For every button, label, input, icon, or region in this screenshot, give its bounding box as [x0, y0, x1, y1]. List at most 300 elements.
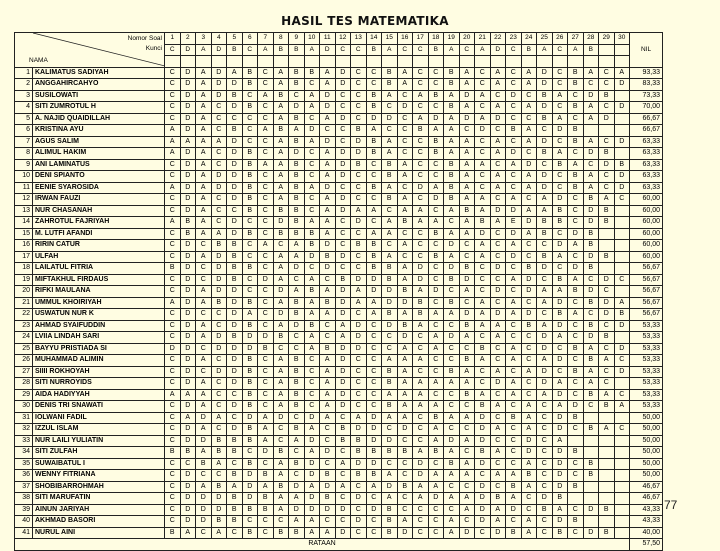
- blank-cell: [382, 56, 398, 68]
- answer-cell: C: [366, 320, 382, 332]
- answer-cell: C: [258, 309, 274, 321]
- student-score: 53,33: [630, 366, 663, 378]
- answer-cell: A: [521, 481, 537, 493]
- answer-cell: C: [459, 343, 475, 355]
- answer-cell: B: [227, 240, 243, 252]
- answer-cell: A: [273, 378, 289, 390]
- blank-cell: [366, 56, 382, 68]
- answer-cell: D: [583, 148, 599, 160]
- answer-cell: A: [444, 493, 460, 505]
- answer-cell: C: [196, 366, 212, 378]
- answer-cell: A: [273, 136, 289, 148]
- answer-cell: C: [320, 435, 336, 447]
- answer-cell: A: [211, 527, 227, 539]
- answer-cell: C: [444, 504, 460, 516]
- answer-cell: C: [428, 171, 444, 183]
- answer-cell: D: [304, 435, 320, 447]
- answer-cell: C: [428, 297, 444, 309]
- answer-cell: A: [506, 378, 522, 390]
- answer-cell: A: [335, 481, 351, 493]
- answer-cell: B: [521, 320, 537, 332]
- answer-cell: A: [568, 159, 584, 171]
- answer-cell: B: [413, 297, 429, 309]
- answer-cell: D: [351, 332, 367, 344]
- answer-cell: C: [165, 378, 181, 390]
- student-row: [15, 343, 663, 355]
- answer-cell: C: [273, 424, 289, 436]
- answer-cell: C: [568, 424, 584, 436]
- answer-cell: C: [351, 527, 367, 539]
- answer-cell: A: [490, 320, 506, 332]
- answer-cell: C: [614, 389, 630, 401]
- answer-cell: C: [475, 263, 491, 275]
- answer-cell: C: [242, 136, 258, 148]
- answer-cell: A: [459, 366, 475, 378]
- answer-cell: A: [273, 389, 289, 401]
- answer-cell: B: [428, 148, 444, 160]
- answer-cell: C: [428, 320, 444, 332]
- answer-cell: C: [227, 458, 243, 470]
- answer-cell: D: [583, 527, 599, 539]
- row-number: 13: [15, 205, 33, 217]
- answer-cell: A: [196, 251, 212, 263]
- answer-cell: D: [475, 228, 491, 240]
- row-number: 6: [15, 125, 33, 137]
- answer-cell: C: [366, 378, 382, 390]
- answer-cell: B: [599, 217, 615, 229]
- answer-cell: B: [428, 412, 444, 424]
- answer-cell: B: [242, 182, 258, 194]
- answer-cell: C: [304, 389, 320, 401]
- student-score: 53,33: [630, 332, 663, 344]
- answer-cell: [583, 435, 599, 447]
- answer-cell: B: [242, 504, 258, 516]
- blank-cell: [351, 56, 367, 68]
- answer-cell: C: [521, 90, 537, 102]
- answer-cell: D: [242, 343, 258, 355]
- blank-cell: [475, 56, 491, 68]
- answer-cell: D: [351, 493, 367, 505]
- answer-cell: D: [211, 171, 227, 183]
- answer-cell: B: [444, 366, 460, 378]
- answer-cell: B: [552, 217, 568, 229]
- answer-cell: A: [304, 527, 320, 539]
- answer-cell: B: [273, 125, 289, 137]
- student-name: NUR LAILI YULIATIN: [33, 435, 165, 447]
- answer-cell: B: [413, 309, 429, 321]
- answer-cell: A: [196, 79, 212, 91]
- student-score: 60,00: [630, 228, 663, 240]
- answer-cell: B: [490, 493, 506, 505]
- answer-cell: C: [397, 458, 413, 470]
- question-number: 6: [242, 33, 258, 45]
- answer-cell: A: [413, 355, 429, 367]
- answer-cell: A: [583, 171, 599, 183]
- answer-cell: B: [242, 366, 258, 378]
- student-row: [15, 217, 663, 229]
- student-score: 50,00: [630, 447, 663, 459]
- answer-cell: B: [552, 205, 568, 217]
- row-number: 23: [15, 320, 33, 332]
- answer-key-cell: C: [552, 44, 568, 56]
- student-row: [15, 401, 663, 413]
- answer-cell: C: [521, 493, 537, 505]
- answer-cell: B: [568, 136, 584, 148]
- answer-cell: C: [289, 274, 305, 286]
- answer-cell: A: [459, 504, 475, 516]
- answer-cell: C: [397, 504, 413, 516]
- answer-cell: C: [335, 217, 351, 229]
- answer-cell: B: [242, 205, 258, 217]
- answer-cell: C: [428, 516, 444, 528]
- student-name: SIIII ROKHOYAH: [33, 366, 165, 378]
- answer-cell: A: [521, 527, 537, 539]
- answer-cell: D: [568, 228, 584, 240]
- answer-cell: A: [521, 125, 537, 137]
- answer-cell: C: [335, 228, 351, 240]
- answer-cell: C: [211, 159, 227, 171]
- answer-cell: B: [211, 240, 227, 252]
- answer-cell: D: [397, 527, 413, 539]
- answer-cell: A: [583, 343, 599, 355]
- answer-cell: C: [227, 412, 243, 424]
- answer-cell: A: [382, 493, 398, 505]
- student-score: 66,67: [630, 113, 663, 125]
- answer-cell: B: [227, 251, 243, 263]
- answer-cell: C: [506, 182, 522, 194]
- answer-cell: C: [165, 412, 181, 424]
- answer-cell: B: [304, 67, 320, 79]
- answer-cell: B: [599, 527, 615, 539]
- answer-cell: C: [351, 504, 367, 516]
- answer-cell: C: [397, 113, 413, 125]
- answer-cell: A: [196, 389, 212, 401]
- answer-cell: B: [304, 240, 320, 252]
- answer-cell: B: [304, 286, 320, 298]
- answer-cell: A: [211, 412, 227, 424]
- answer-cell: A: [428, 332, 444, 344]
- answer-cell: B: [242, 263, 258, 275]
- answer-cell: C: [351, 355, 367, 367]
- answer-cell: D: [490, 263, 506, 275]
- answer-cell: A: [196, 194, 212, 206]
- answer-cell: A: [397, 194, 413, 206]
- answer-cell: C: [258, 458, 274, 470]
- student-row: [15, 194, 663, 206]
- nil-header: NIL: [630, 33, 663, 68]
- answer-cell: A: [459, 182, 475, 194]
- answer-cell: B: [583, 194, 599, 206]
- answer-key-cell: C: [413, 44, 429, 56]
- answer-cell: D: [552, 458, 568, 470]
- answer-cell: A: [273, 194, 289, 206]
- answer-cell: C: [413, 67, 429, 79]
- answer-cell: B: [583, 240, 599, 252]
- answer-cell: C: [475, 332, 491, 344]
- answer-cell: B: [273, 332, 289, 344]
- answer-cell: C: [490, 274, 506, 286]
- header-row-questions: [15, 33, 663, 45]
- answer-cell: C: [165, 481, 181, 493]
- answer-cell: C: [521, 332, 537, 344]
- answer-cell: D: [196, 412, 212, 424]
- answer-cell: A: [490, 424, 506, 436]
- answer-cell: B: [382, 504, 398, 516]
- answer-cell: A: [490, 332, 506, 344]
- student-score: 56,67: [630, 286, 663, 298]
- answer-cell: B: [289, 309, 305, 321]
- answer-cell: B: [568, 79, 584, 91]
- answer-cell: B: [428, 251, 444, 263]
- student-row: [15, 447, 663, 459]
- answer-cell: C: [366, 389, 382, 401]
- answer-cell: A: [490, 67, 506, 79]
- answer-cell: B: [537, 148, 553, 160]
- answer-cell: A: [397, 412, 413, 424]
- answer-cell: C: [366, 527, 382, 539]
- answer-cell: D: [475, 504, 491, 516]
- student-row: [15, 481, 663, 493]
- answer-cell: A: [475, 320, 491, 332]
- answer-cell: D: [459, 90, 475, 102]
- answer-cell: C: [506, 67, 522, 79]
- answer-cell: C: [599, 136, 615, 148]
- answer-cell: C: [444, 481, 460, 493]
- answer-cell: D: [521, 274, 537, 286]
- answer-key-cell: A: [537, 44, 553, 56]
- answer-cell: A: [273, 274, 289, 286]
- answer-cell: C: [320, 274, 336, 286]
- answer-cell: C: [335, 125, 351, 137]
- answer-cell: C: [459, 297, 475, 309]
- answer-cell: [599, 263, 615, 275]
- answer-cell: C: [413, 251, 429, 263]
- answer-cell: B: [366, 102, 382, 114]
- answer-cell: [614, 447, 630, 459]
- answer-cell: D: [320, 90, 336, 102]
- answer-cell: A: [521, 171, 537, 183]
- answer-cell: A: [320, 148, 336, 160]
- answer-cell: D: [366, 435, 382, 447]
- answer-cell: A: [444, 470, 460, 482]
- answer-cell: D: [180, 251, 196, 263]
- row-number: 9: [15, 159, 33, 171]
- answer-cell: C: [242, 217, 258, 229]
- answer-cell: C: [382, 205, 398, 217]
- answer-cell: C: [568, 148, 584, 160]
- answer-cell: C: [366, 159, 382, 171]
- answer-cell: D: [180, 309, 196, 321]
- question-number: 8: [273, 33, 289, 45]
- student-row: [15, 435, 663, 447]
- answer-cell: D: [568, 401, 584, 413]
- answer-cell: B: [242, 171, 258, 183]
- answer-cell: C: [568, 320, 584, 332]
- answer-cell: D: [227, 343, 243, 355]
- answer-cell: D: [599, 309, 615, 321]
- answer-cell: C: [273, 516, 289, 528]
- answer-cell: B: [521, 470, 537, 482]
- answer-cell: B: [459, 263, 475, 275]
- answer-cell: D: [180, 343, 196, 355]
- question-number: 16: [397, 33, 413, 45]
- answer-cell: B: [382, 79, 398, 91]
- answer-cell: C: [351, 194, 367, 206]
- answer-cell: D: [506, 148, 522, 160]
- student-row: [15, 79, 663, 91]
- answer-cell: C: [397, 493, 413, 505]
- answer-cell: B: [568, 343, 584, 355]
- question-number: 25: [537, 33, 553, 45]
- answer-cell: C: [196, 263, 212, 275]
- answer-cell: B: [413, 125, 429, 137]
- answer-cell: B: [382, 171, 398, 183]
- answer-cell: A: [258, 412, 274, 424]
- answer-cell: B: [273, 481, 289, 493]
- answer-cell: C: [614, 274, 630, 286]
- answer-cell: D: [289, 504, 305, 516]
- answer-cell: B: [289, 458, 305, 470]
- answer-cell: D: [335, 355, 351, 367]
- answer-cell: B: [165, 527, 181, 539]
- answer-cell: C: [537, 424, 553, 436]
- question-number: 15: [382, 33, 398, 45]
- answer-cell: C: [521, 297, 537, 309]
- student-score: 43,33: [630, 504, 663, 516]
- answer-cell: [614, 493, 630, 505]
- answer-cell: C: [521, 378, 537, 390]
- answer-cell: C: [568, 504, 584, 516]
- answer-cell: B: [320, 343, 336, 355]
- answer-cell: B: [211, 481, 227, 493]
- answer-cell: B: [211, 447, 227, 459]
- answer-cell: A: [320, 355, 336, 367]
- answer-cell: C: [537, 159, 553, 171]
- answer-cell: C: [568, 194, 584, 206]
- answer-cell: C: [165, 424, 181, 436]
- answer-cell: D: [180, 182, 196, 194]
- answer-cell: C: [165, 401, 181, 413]
- blank-cell: [428, 56, 444, 68]
- answer-cell: [583, 516, 599, 528]
- answer-cell: B: [583, 297, 599, 309]
- answer-cell: C: [258, 355, 274, 367]
- answer-cell: A: [568, 274, 584, 286]
- answer-cell: C: [397, 228, 413, 240]
- answer-cell: A: [614, 401, 630, 413]
- answer-cell: B: [258, 504, 274, 516]
- answer-cell: C: [335, 90, 351, 102]
- answer-cell: A: [289, 435, 305, 447]
- answer-cell: D: [180, 171, 196, 183]
- answer-cell: A: [490, 217, 506, 229]
- student-name: IOLWANI FADIL: [33, 412, 165, 424]
- student-score: 43,33: [630, 516, 663, 528]
- answer-cell: B: [273, 90, 289, 102]
- answer-cell: C: [227, 205, 243, 217]
- answer-cell: [599, 435, 615, 447]
- answer-cell: D: [490, 378, 506, 390]
- answer-cell: A: [444, 251, 460, 263]
- answer-cell: D: [537, 332, 553, 344]
- answer-key-cell: C: [351, 44, 367, 56]
- answer-cell: C: [304, 378, 320, 390]
- answer-cell: D: [211, 79, 227, 91]
- answer-cell: A: [552, 504, 568, 516]
- answer-cell: B: [242, 320, 258, 332]
- answer-cell: C: [304, 355, 320, 367]
- answer-cell: B: [444, 102, 460, 114]
- answer-cell: C: [382, 240, 398, 252]
- answer-cell: C: [537, 412, 553, 424]
- answer-cell: C: [211, 389, 227, 401]
- answer-cell: B: [366, 263, 382, 275]
- answer-cell: [583, 493, 599, 505]
- answer-cell: B: [351, 240, 367, 252]
- answer-cell: C: [289, 343, 305, 355]
- answer-cell: D: [320, 504, 336, 516]
- answer-cell: A: [428, 424, 444, 436]
- answer-cell: B: [475, 217, 491, 229]
- answer-cell: A: [444, 228, 460, 240]
- answer-cell: A: [599, 355, 615, 367]
- answer-cell: A: [459, 470, 475, 482]
- answer-cell: A: [552, 286, 568, 298]
- answer-cell: C: [599, 171, 615, 183]
- answer-cell: B: [335, 274, 351, 286]
- answer-cell: C: [258, 251, 274, 263]
- student-name: AHMAD SYAIFUDDIN: [33, 320, 165, 332]
- answer-cell: D: [475, 493, 491, 505]
- answer-cell: D: [211, 263, 227, 275]
- answer-cell: C: [335, 102, 351, 114]
- answer-cell: D: [490, 286, 506, 298]
- answer-cell: C: [242, 274, 258, 286]
- student-name: AGUS SALIM: [33, 136, 165, 148]
- page-title: HASIL TES MATEMATIKA: [281, 14, 449, 28]
- answer-cell: D: [459, 274, 475, 286]
- answer-cell: C: [490, 389, 506, 401]
- answer-cell: A: [459, 102, 475, 114]
- answer-cell: C: [521, 251, 537, 263]
- question-number: 14: [366, 33, 382, 45]
- answer-cell: D: [351, 136, 367, 148]
- answer-cell: A: [444, 309, 460, 321]
- answer-cell: C: [413, 159, 429, 171]
- student-score: 63,33: [630, 159, 663, 171]
- answer-cell: D: [335, 297, 351, 309]
- answer-cell: A: [335, 320, 351, 332]
- answer-cell: A: [196, 102, 212, 114]
- answer-cell: [599, 493, 615, 505]
- answer-cell: D: [304, 493, 320, 505]
- answer-cell: A: [351, 297, 367, 309]
- answer-cell: B: [397, 217, 413, 229]
- answer-cell: C: [258, 516, 274, 528]
- answer-cell: D: [351, 320, 367, 332]
- answer-cell: A: [537, 320, 553, 332]
- answer-cell: A: [413, 286, 429, 298]
- answer-cell: C: [428, 504, 444, 516]
- answer-cell: B: [242, 194, 258, 206]
- answer-cell: A: [289, 286, 305, 298]
- row-number: 1: [15, 67, 33, 79]
- answer-cell: C: [211, 309, 227, 321]
- answer-cell: B: [382, 366, 398, 378]
- kunci-label: Kunci: [145, 45, 162, 52]
- blank-cell: [165, 56, 181, 68]
- answer-cell: C: [537, 435, 553, 447]
